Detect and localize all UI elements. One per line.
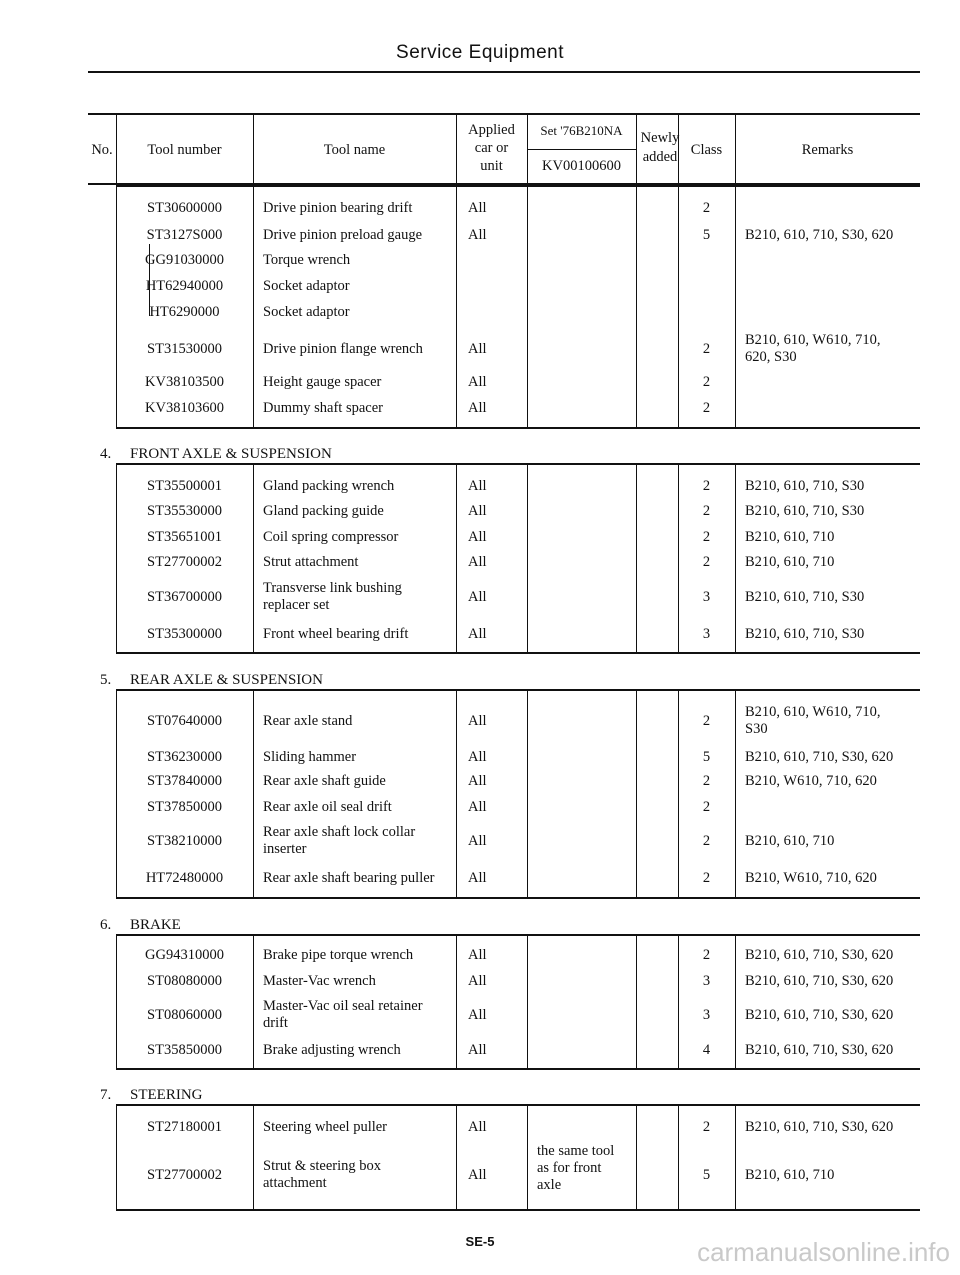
column-divider xyxy=(636,1104,637,1209)
tool-class: 2 xyxy=(702,554,711,570)
tool-class: 2 xyxy=(702,713,711,729)
section-title: REAR AXLE & SUSPENSION xyxy=(130,672,323,688)
column-divider xyxy=(636,934,637,1068)
tool-class: 2 xyxy=(702,833,711,849)
remarks: B210, 610, 710, S30, 620 xyxy=(745,1119,894,1135)
applied-unit: All xyxy=(468,626,487,642)
column-divider xyxy=(527,1104,528,1209)
tool-number: ST08080000 xyxy=(147,973,222,989)
tool-class: 3 xyxy=(702,626,711,642)
section-top-rule xyxy=(116,1104,920,1106)
column-divider xyxy=(253,689,254,897)
tool-number: ST37840000 xyxy=(147,773,222,789)
header-tool-number: Tool number xyxy=(147,142,222,158)
section-bottom-rule xyxy=(116,1068,920,1070)
header-applied-line: car or xyxy=(474,140,509,156)
header-newly-line: added xyxy=(642,149,678,165)
column-divider xyxy=(735,689,736,897)
tool-name: Brake pipe torque wrench xyxy=(263,947,414,963)
tool-name: Strut & steering box xyxy=(263,1158,382,1174)
tool-name: Drive pinion preload gauge xyxy=(263,227,423,243)
tool-number: KV38103500 xyxy=(145,374,224,390)
remarks: B210, 610, 710, S30, 620 xyxy=(745,227,894,243)
applied-unit: All xyxy=(468,374,487,390)
applied-unit: All xyxy=(468,870,487,886)
applied-unit: All xyxy=(468,554,487,570)
applied-unit: All xyxy=(468,589,487,605)
tool-class: 2 xyxy=(702,478,711,494)
column-divider xyxy=(636,689,637,897)
header-set-code: Set '76B210NA xyxy=(540,123,623,138)
set-subdivider xyxy=(527,149,636,150)
remarks: B210, 610, W610, 710, xyxy=(745,332,881,348)
tool-name: Rear axle oil seal drift xyxy=(263,799,392,815)
section-number: 5. xyxy=(100,672,112,688)
tool-name: Height gauge spacer xyxy=(263,374,382,390)
tool-name: Rear axle stand xyxy=(263,713,353,729)
applied-unit: All xyxy=(468,227,487,243)
tool-class: 2 xyxy=(702,529,711,545)
tool-number: ST27700002 xyxy=(147,1167,222,1183)
applied-unit: All xyxy=(468,341,487,357)
header-tool-name: Tool name xyxy=(323,142,386,158)
tool-number: ST07640000 xyxy=(147,713,222,729)
section-bottom-rule xyxy=(116,1209,920,1211)
applied-unit: All xyxy=(468,773,487,789)
remarks: B210, 610, 710 xyxy=(745,1167,835,1183)
section-top-rule xyxy=(116,463,920,465)
section-top-rule xyxy=(116,689,920,691)
tool-class: 3 xyxy=(702,589,711,605)
tool-number: ST3127S000 xyxy=(146,227,223,243)
remarks: B210, 610, 710, S30 xyxy=(745,626,865,642)
column-divider xyxy=(735,1104,736,1209)
section-title: BRAKE xyxy=(130,917,181,933)
tool-number: ST35300000 xyxy=(147,626,222,642)
remarks: B210, 610, 710, S30, 620 xyxy=(745,947,894,963)
tool-class: 2 xyxy=(702,341,711,357)
tool-number: KV38103600 xyxy=(145,400,224,416)
tool-name: Socket adaptor xyxy=(263,278,350,294)
remarks: B210, 610, 710, S30 xyxy=(745,478,865,494)
tool-class: 2 xyxy=(702,200,711,216)
tool-class: 2 xyxy=(702,400,711,416)
applied-unit: All xyxy=(468,973,487,989)
remarks: B210, 610, 710 xyxy=(745,529,835,545)
header-remarks: Remarks xyxy=(801,142,854,158)
section-top-rule xyxy=(116,185,920,187)
tool-number: HT72480000 xyxy=(145,870,224,886)
tool-name: Master-Vac wrench xyxy=(263,973,376,989)
tool-class: 5 xyxy=(702,1167,711,1183)
set-note: as for front xyxy=(537,1160,602,1176)
set-note: axle xyxy=(537,1177,562,1193)
applied-unit: All xyxy=(468,1167,487,1183)
applied-unit: All xyxy=(468,1119,487,1135)
applied-unit: All xyxy=(468,1042,487,1058)
tool-name: drift xyxy=(263,1015,288,1031)
tool-number: HT6290000 xyxy=(149,304,220,320)
applied-unit: All xyxy=(468,200,487,216)
tool-name: Rear axle shaft bearing puller xyxy=(263,870,435,886)
tool-name: Steering wheel puller xyxy=(263,1119,388,1135)
applied-unit: All xyxy=(468,799,487,815)
column-divider xyxy=(456,185,457,427)
tool-name: Sliding hammer xyxy=(263,749,357,765)
page-title: Service Equipment xyxy=(396,42,564,63)
component-bracket xyxy=(149,244,150,316)
remarks: B210, 610, 710, S30 xyxy=(745,503,865,519)
tool-class: 3 xyxy=(702,1007,711,1023)
remarks: B210, 610, 710, S30, 620 xyxy=(745,973,894,989)
applied-unit: All xyxy=(468,749,487,765)
tool-name: Drive pinion flange wrench xyxy=(263,341,423,357)
tool-name: Master-Vac oil seal retainer xyxy=(263,998,423,1014)
applied-unit: All xyxy=(468,713,487,729)
tool-number: ST31530000 xyxy=(147,341,222,357)
tool-name: Torque wrench xyxy=(263,252,351,268)
tool-name: Brake adjusting wrench xyxy=(263,1042,401,1058)
tool-name: Dummy shaft spacer xyxy=(263,400,383,416)
tool-number: ST35850000 xyxy=(147,1042,222,1058)
applied-unit: All xyxy=(468,1007,487,1023)
column-divider xyxy=(527,185,528,427)
column-divider xyxy=(253,934,254,1068)
header-set-number: KV00100600 xyxy=(542,158,621,174)
header-no: No. xyxy=(91,142,113,158)
tool-name: Socket adaptor xyxy=(263,304,350,320)
column-divider xyxy=(636,185,637,427)
tool-name: replacer set xyxy=(263,597,330,613)
tool-name: Coil spring compressor xyxy=(263,529,399,545)
section-title: FRONT AXLE & SUSPENSION xyxy=(130,446,332,462)
tool-name: Strut attachment xyxy=(263,554,359,570)
section-bottom-rule xyxy=(116,652,920,654)
tool-number: ST30600000 xyxy=(147,200,222,216)
remarks: B210, 610, 710, S30, 620 xyxy=(745,749,894,765)
remarks: B210, 610, 710 xyxy=(745,833,835,849)
tool-class: 2 xyxy=(702,773,711,789)
tool-name: Front wheel bearing drift xyxy=(263,626,409,642)
section-number: 6. xyxy=(100,917,112,933)
header-class: Class xyxy=(690,142,723,158)
tool-class: 5 xyxy=(702,749,711,765)
tool-name: Gland packing guide xyxy=(263,503,384,519)
tool-class: 2 xyxy=(702,1119,711,1135)
tool-number: ST36230000 xyxy=(147,749,222,765)
column-divider xyxy=(456,463,457,652)
remarks: B210, 610, 710 xyxy=(745,554,835,570)
remarks: 620, S30 xyxy=(745,349,797,365)
section-bottom-rule xyxy=(116,427,920,429)
column-divider xyxy=(456,934,457,1068)
tool-class: 2 xyxy=(702,503,711,519)
header-applied-line: Applied xyxy=(468,122,515,138)
remarks: B210, 610, 710, S30, 620 xyxy=(745,1042,894,1058)
column-divider xyxy=(253,185,254,427)
applied-unit: All xyxy=(468,503,487,519)
tool-class: 2 xyxy=(702,374,711,390)
applied-unit: All xyxy=(468,529,487,545)
title-rule xyxy=(88,71,920,73)
tool-number: GG91030000 xyxy=(145,252,224,268)
tool-class: 2 xyxy=(702,799,711,815)
tool-number: ST08060000 xyxy=(147,1007,222,1023)
applied-unit: All xyxy=(468,400,487,416)
section-title: STEERING xyxy=(130,1087,203,1103)
tool-number: ST27180001 xyxy=(147,1119,222,1135)
tool-name: Rear axle shaft guide xyxy=(263,773,386,789)
section-bottom-rule xyxy=(116,897,920,899)
column-divider xyxy=(735,934,736,1068)
tool-number: ST36700000 xyxy=(147,589,222,605)
column-divider xyxy=(456,689,457,897)
column-divider xyxy=(527,689,528,897)
remarks: B210, 610, 710, S30 xyxy=(745,589,865,605)
tool-name: Drive pinion bearing drift xyxy=(263,200,413,216)
watermark: carmanualsonline.info xyxy=(697,1237,950,1267)
tool-name: Transverse link bushing xyxy=(263,580,402,596)
tool-class: 5 xyxy=(702,227,711,243)
applied-unit: All xyxy=(468,947,487,963)
header-applied-line: unit xyxy=(480,158,503,174)
tool-name: inserter xyxy=(263,841,307,857)
table-top-rule xyxy=(88,113,920,115)
tool-number: ST35530000 xyxy=(147,503,222,519)
column-divider xyxy=(456,1104,457,1209)
tool-number: HT62940000 xyxy=(145,278,224,294)
column-divider xyxy=(253,463,254,652)
tool-number: ST37850000 xyxy=(147,799,222,815)
remarks: B210, 610, 710, S30, 620 xyxy=(745,1007,894,1023)
tool-class: 2 xyxy=(702,870,711,886)
tool-name: Rear axle shaft lock collar xyxy=(263,824,416,840)
header-newly-line: Newly xyxy=(640,130,680,146)
tool-number: GG94310000 xyxy=(145,947,224,963)
column-divider xyxy=(735,185,736,427)
column-divider xyxy=(527,463,528,652)
section-top-rule xyxy=(116,934,920,936)
tool-number: ST35500001 xyxy=(147,478,222,494)
tool-class: 4 xyxy=(702,1042,711,1058)
applied-unit: All xyxy=(468,833,487,849)
section-number: 7. xyxy=(100,1087,112,1103)
section-number: 4. xyxy=(100,446,112,462)
set-note: the same tool xyxy=(537,1143,615,1159)
remarks: B210, W610, 710, 620 xyxy=(745,870,877,886)
column-divider xyxy=(735,463,736,652)
column-divider xyxy=(253,1104,254,1209)
applied-unit: All xyxy=(468,478,487,494)
remarks: S30 xyxy=(745,721,768,737)
tool-class: 3 xyxy=(702,973,711,989)
column-divider xyxy=(636,463,637,652)
tool-name: attachment xyxy=(263,1175,327,1191)
tool-number: ST27700002 xyxy=(147,554,222,570)
column-divider xyxy=(527,934,528,1068)
page-number: SE-5 xyxy=(465,1234,495,1249)
tool-name: Gland packing wrench xyxy=(263,478,395,494)
tool-class: 2 xyxy=(702,947,711,963)
remarks: B210, W610, 710, 620 xyxy=(745,773,877,789)
tool-number: ST38210000 xyxy=(147,833,222,849)
remarks: B210, 610, W610, 710, xyxy=(745,704,881,720)
tool-number: ST35651001 xyxy=(147,529,222,545)
